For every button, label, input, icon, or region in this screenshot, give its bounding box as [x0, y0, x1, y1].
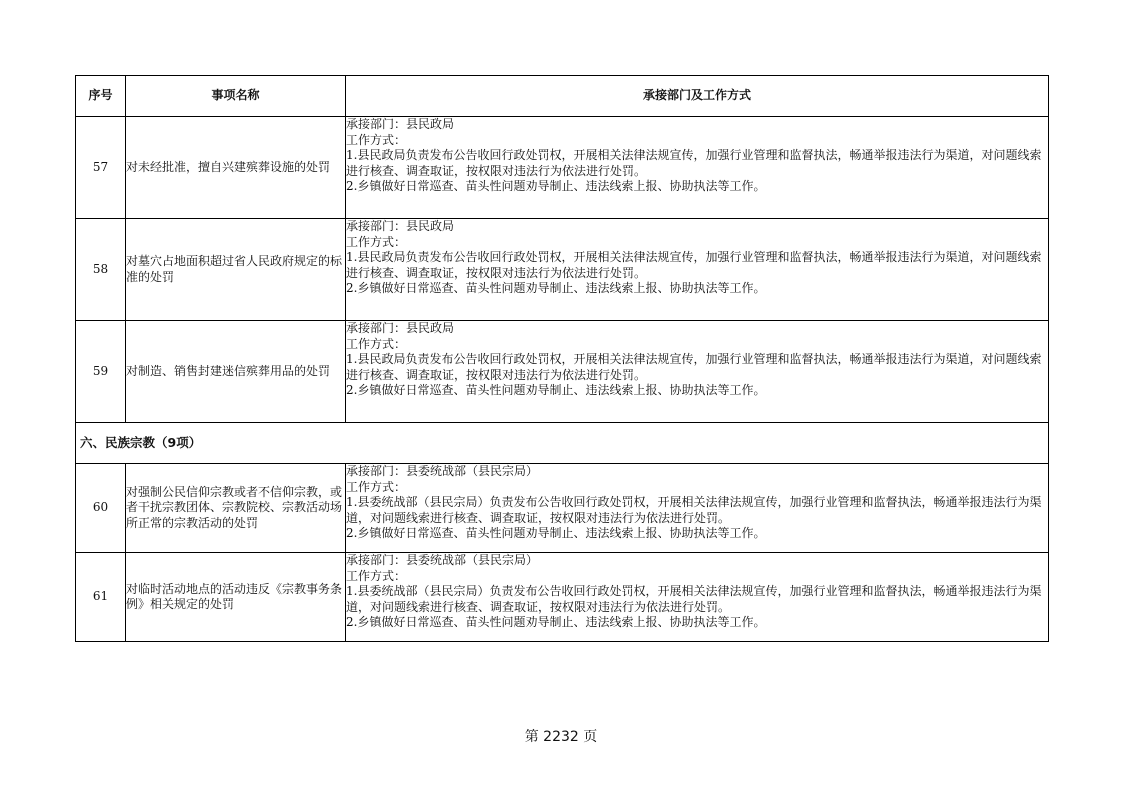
row-dept-method [346, 464, 1049, 553]
dept-line: 承接部门：县民政局 [346, 321, 455, 335]
table-row [76, 553, 1049, 642]
header-no: 序号 [76, 76, 126, 117]
method-line-2: 2.乡镇做好日常巡查、苗头性问题劝导制止、违法线索上报、协助执法等工作。 [346, 281, 766, 295]
table-row [76, 464, 1049, 553]
row-dept-method [346, 321, 1049, 423]
mode-line: 工作方式： [346, 132, 407, 147]
row-item-name: 对强制公民信仰宗教或者不信仰宗教，或者干扰宗教团体、宗教院校、宗教活动场所正常的宗教活动的处罚 [126, 464, 346, 553]
row-dept-method [346, 553, 1049, 642]
table-header-row [76, 76, 1049, 117]
row-item-name: 对未经批准，擅自兴建殡葬设施的处罚 [126, 117, 346, 219]
dept-line: 承接部门：县民政局 [346, 117, 455, 131]
row-number: 61 [76, 553, 126, 642]
mode-line: 工作方式： [346, 479, 407, 494]
row-number: 60 [76, 464, 126, 553]
row-item-name: 对临时活动地点的活动违反《宗教事务条例》相关规定的处罚 [126, 553, 346, 642]
method-line-2: 2.乡镇做好日常巡查、苗头性问题劝导制止、违法线索上报、协助执法等工作。 [346, 526, 766, 540]
row-number: 58 [76, 219, 126, 321]
method-line-2: 2.乡镇做好日常巡查、苗头性问题劝导制止、违法线索上报、协助执法等工作。 [346, 383, 766, 397]
mode-line: 工作方式： [346, 568, 407, 583]
dept-line: 承接部门：县委统战部（县民宗局） [346, 553, 539, 567]
section-row [76, 423, 1049, 464]
method-line-1: 1.县民政局负责发布公告收回行政处罚权，开展相关法律法规宣传，加强行业管理和监督执法，畅通举报违法行为渠道，对问题线索进行核查、调查取证，按权限对违法行为依法进行处罚。 [346, 250, 1042, 280]
section-title: 六、民族宗教（9项） [76, 423, 1049, 464]
method-line-1: 1.县委统战部（县民宗局）负责发布公告收回行政处罚权，开展相关法律法规宣传，加强行业管理和监督执法，畅通举报违法行为渠道，对问题线索进行核查、调查取证，按权限对违法行为依法进行处罚。 [346, 495, 1042, 525]
mode-line: 工作方式： [346, 234, 407, 249]
row-dept-method [346, 117, 1049, 219]
row-item-name: 对制造、销售封建迷信殡葬用品的处罚 [126, 321, 346, 423]
page-number: 第 2232 页 [524, 729, 598, 745]
row-item-name: 对墓穴占地面积超过省人民政府规定的标准的处罚 [126, 219, 346, 321]
method-line-1: 1.县民政局负责发布公告收回行政处罚权，开展相关法律法规宣传，加强行业管理和监督执法，畅通举报违法行为渠道，对问题线索进行核查、调查取证，按权限对违法行为依法进行处罚。 [346, 148, 1042, 178]
header-name: 事项名称 [126, 76, 346, 117]
table-row [76, 321, 1049, 423]
method-line-2: 2.乡镇做好日常巡查、苗头性问题劝导制止、违法线索上报、协助执法等工作。 [346, 179, 766, 193]
row-dept-method [346, 219, 1049, 321]
method-line-1: 1.县委统战部（县民宗局）负责发布公告收回行政处罚权，开展相关法律法规宣传，加强行业管理和监督执法，畅通举报违法行为渠道，对问题线索进行核查、调查取证，按权限对违法行为依法进行处罚。 [346, 584, 1042, 614]
table-row [76, 117, 1049, 219]
dept-line: 承接部门：县委统战部（县民宗局） [346, 464, 539, 478]
method-line-2: 2.乡镇做好日常巡查、苗头性问题劝导制止、违法线索上报、协助执法等工作。 [346, 615, 766, 629]
table-row [76, 219, 1049, 321]
header-dept: 承接部门及工作方式 [346, 76, 1049, 117]
method-line-1: 1.县民政局负责发布公告收回行政处罚权，开展相关法律法规宣传，加强行业管理和监督执法，畅通举报违法行为渠道，对问题线索进行核查、调查取证，按权限对违法行为依法进行处罚。 [346, 352, 1042, 382]
mode-line: 工作方式： [346, 336, 407, 351]
items-table [75, 75, 1049, 642]
row-number: 57 [76, 117, 126, 219]
row-number: 59 [76, 321, 126, 423]
dept-line: 承接部门：县民政局 [346, 219, 455, 233]
